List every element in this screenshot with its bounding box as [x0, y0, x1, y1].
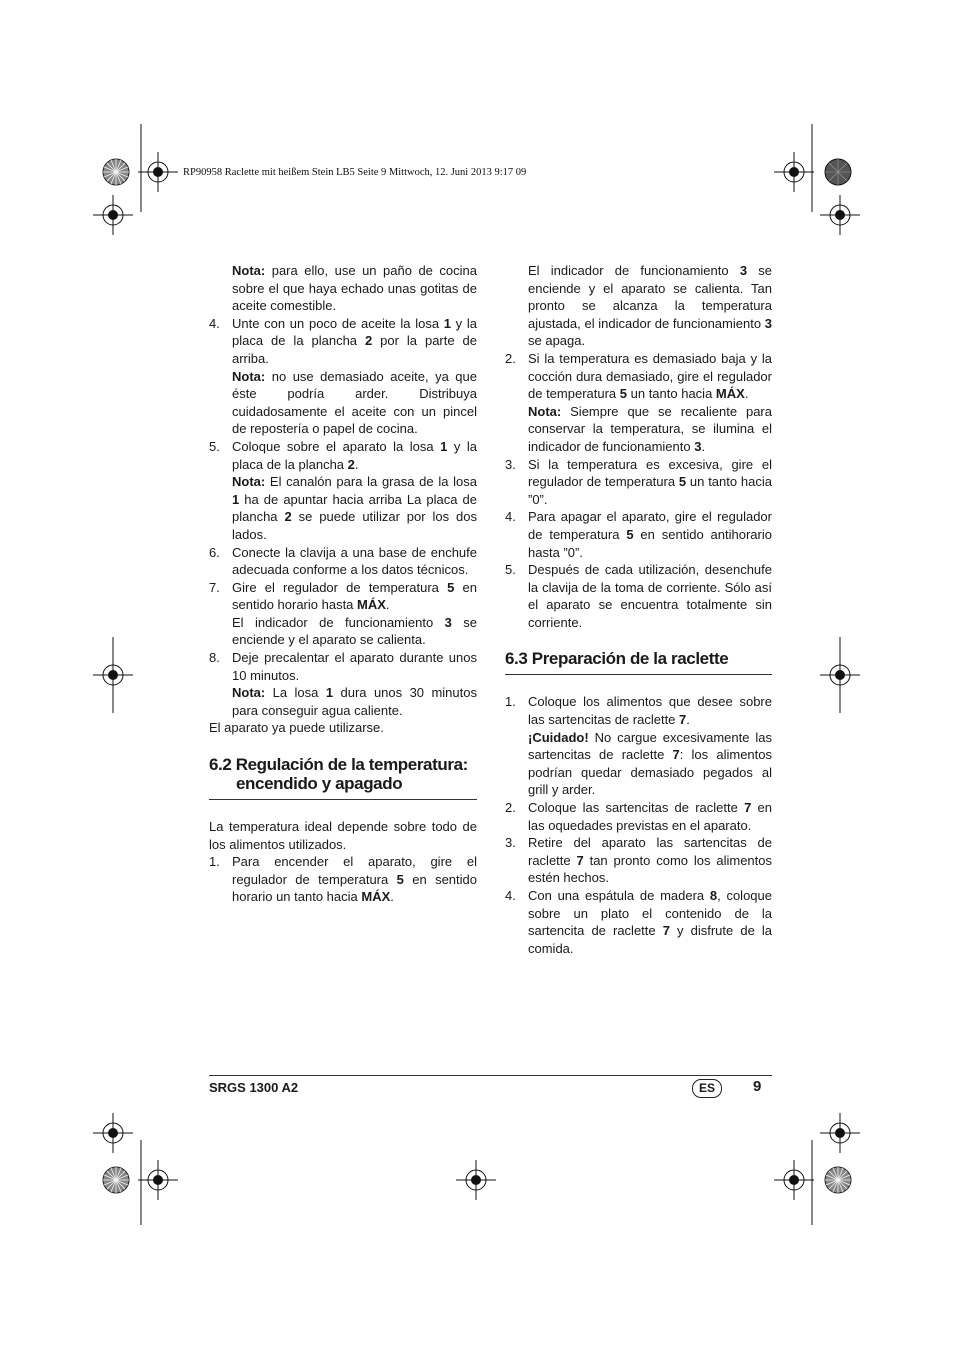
item-number: 2. [505, 800, 516, 816]
note: Nota: no use demasiado aceite, ya que éste podría arder. Distribuya cuidadosamente el aceite con un pincel de repostería o papel de cocina. [232, 368, 477, 437]
item-number: 7. [209, 579, 220, 595]
item-number: 5. [209, 438, 220, 454]
page-number: 9 [753, 1078, 762, 1095]
item-number: 5. [505, 562, 516, 578]
note: Nota: El canalón para la grasa de la losa 1 ha de apuntar hacia arriba La placa de plancha 2 se puede utilizar por los dos lados. [232, 474, 478, 542]
footer-model: SRGS 1300 A2 [209, 1080, 299, 1095]
item-number: 4. [209, 315, 220, 331]
paragraph: El aparato ya puede utilizarse. [209, 720, 384, 736]
note-label: Nota: [232, 368, 266, 384]
list-item: 4. Unte con un poco de aceite la losa 1 y la placa de la plancha 2 por la parte de arriba. [209, 315, 477, 366]
language-badge: ES [692, 1079, 722, 1098]
item-number: 1. [209, 854, 220, 870]
note-label: Nota: [528, 403, 562, 419]
list-item: 5. Coloque sobre el aparato la losa 1 y la placa de la plancha 2. [209, 438, 477, 472]
caution-note: ¡Cuidado! No cargue excesivamente las sartencitas de raclette 7: los alimentos podrían quedar demasiado pegados al grill y arder. [528, 729, 772, 798]
note-label: Nota: [232, 263, 266, 278]
item-number: 3. [505, 835, 516, 851]
list-item: 6. Conecte la clavija a una base de enchufe adecuada conforme a los datos técnicos. [209, 544, 477, 578]
footer-divider [209, 1075, 772, 1076]
note: Nota: para ello, use un paño de cocina sobre el que haya echado unas gotitas de aceite comestible. [232, 263, 477, 314]
item-detail: El indicador de funcionamiento 3 se enciende y el aparato se calienta. Tan pronto se alcanza la temperatura ajustada, el indicador de funcionamiento 3 se apaga. [528, 263, 773, 349]
note-label: Nota: [232, 685, 266, 701]
list-item: 7. Gire el regulador de temperatura 5 en sentido horario hasta MÁX. [209, 579, 477, 613]
note-label: Nota: [232, 474, 266, 490]
list-item: 4. Con una espátula de madera 8, coloque sobre un plato el contenido de la sartencita de raclette 7 y disfrute de la comida. [505, 888, 773, 956]
list-item: 2. Si la temperatura es demasiado baja y la cocción dura demasiado, gire el regulador de temperatura 5 un tanto hacia MÁX. [505, 350, 772, 402]
list-item: 3. Si la temperatura es excesiva, gire el regulador de temperatura 5 un tanto hacia ”0”. [505, 456, 772, 507]
list-item: 1. Coloque los alimentos que desee sobre las sartencitas de raclette 7. [505, 694, 772, 728]
caution-label: ¡Cuidado! [528, 729, 589, 745]
right-column [505, 262, 772, 957]
item-number: 4. [505, 888, 516, 903]
list-item: 5. Después de cada utilización, desenchufe la clavija de la toma de corriente. Sólo así el aparato se encuentra totalmente sin corriente. [505, 562, 772, 630]
list-item: 4. Para apagar el aparato, gire el regulador de temperatura 5 en sentido antihorario hasta ”0”. [505, 509, 772, 560]
item-number: 6. [209, 544, 220, 560]
item-detail: El indicador de funcionamiento 3 se enciende y el aparato se calienta. [232, 614, 478, 648]
list-item: 8. Deje precalentar el aparato durante unos 10 minutos. [209, 650, 477, 683]
item-number: 1. [505, 694, 516, 710]
section-heading-6-3: 6.3 Preparación de la raclette [505, 649, 772, 675]
item-number: 2. [505, 350, 516, 366]
item-number: 4. [505, 509, 516, 525]
left-column [209, 262, 477, 906]
item-number: 3. [505, 456, 516, 472]
print-slug: RP90958 Raclette mit heißem Stein LB5 Seite 9 Mittwoch, 12. Juni 2013 9:17 09 [183, 167, 527, 178]
item-number: 8. [209, 650, 220, 666]
note: Nota: Siempre que se recaliente para conservar la temperatura, se ilumina el indicador de funcionamiento 3. [528, 403, 772, 454]
list-item: 1. Para encender el aparato, gire el regulador de temperatura 5 en sentido horario un tanto hacia MÁX. [209, 854, 478, 905]
paragraph: La temperatura ideal depende sobre todo de los alimentos utilizados. [209, 819, 477, 852]
list-item: 2. Coloque las sartencitas de raclette 7 en las oquedades previstas en el aparato. [505, 800, 772, 833]
list-item: 3. Retire del aparato las sartencitas de raclette 7 tan pronto como los alimentos estén hechos. [505, 835, 772, 886]
note: Nota: La losa 1 dura unos 30 minutos para conseguir agua caliente. [232, 685, 477, 718]
section-heading-6-2: 6.2 Regulación de la temperatura: encendido y apagado [209, 755, 477, 800]
